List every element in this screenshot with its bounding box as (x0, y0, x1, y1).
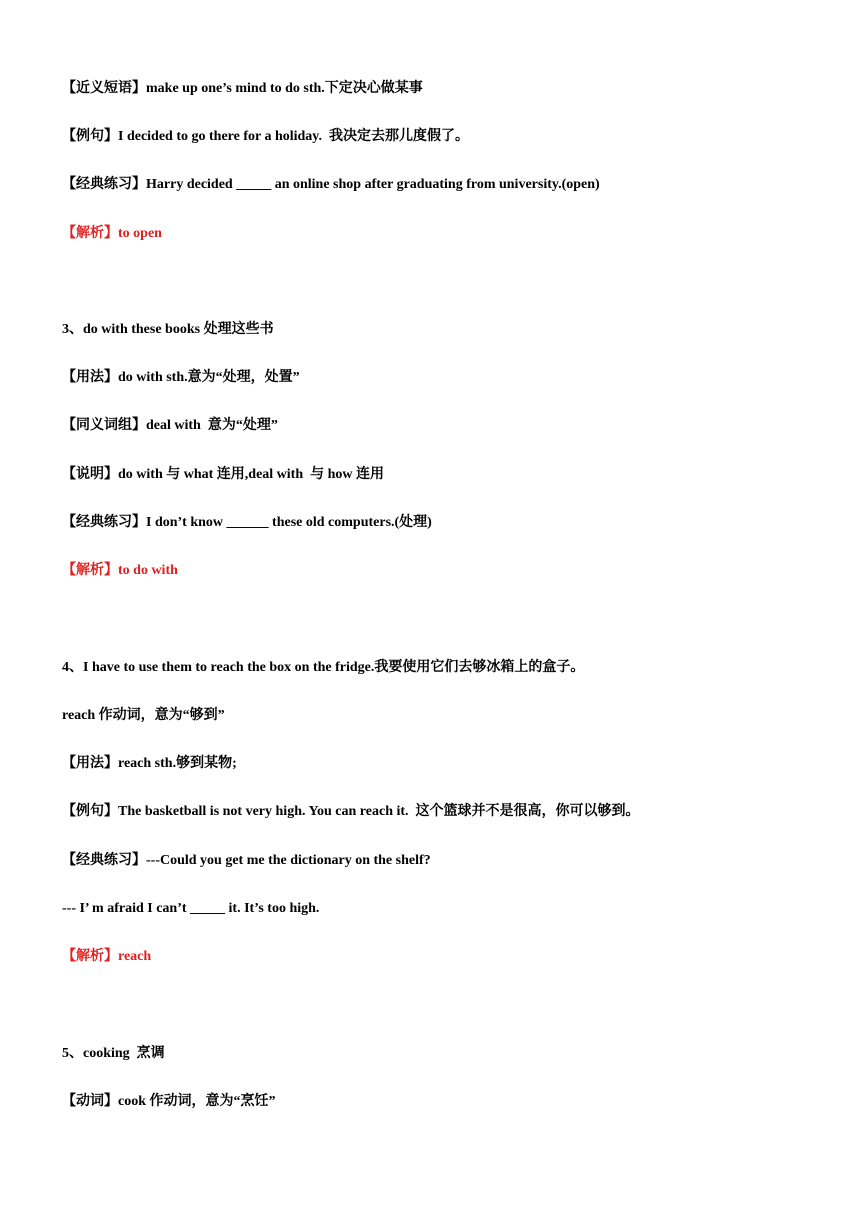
answer-line: 【解析】reach (62, 949, 152, 964)
definition-line: reach 作动词，意为“够到” (62, 708, 225, 723)
exercise-line: 【经典练习】---Could you get me the dictionary on the shelf? (62, 853, 431, 868)
synonym-phrase-line: 【近义短语】make up one’s mind to do sth.下定决心做某事 (62, 81, 423, 96)
section-heading-5: 5、cooking 烹调 (62, 1046, 165, 1061)
example-sentence-line: 【例句】The basketball is not very high. You can reach it. 这个篮球并不是很高，你可以够到。 (62, 804, 640, 819)
note-line: 【说明】do with 与 what 连用,deal with 与 how 连用 (62, 467, 385, 482)
usage-line: 【用法】do with sth.意为“处理，处置” (62, 370, 300, 385)
exercise-reply-line: --- I’ m afraid I can’t _____ it. It’s too high. (62, 901, 320, 916)
synonym-group-line: 【同义词组】deal with 意为“处理” (62, 418, 278, 433)
answer-line: 【解析】to open (62, 226, 162, 241)
section-heading-3: 3、do with these books 处理这些书 (62, 322, 274, 337)
answer-line: 【解析】to do with (62, 563, 178, 578)
example-sentence-line: 【例句】I decided to go there for a holiday. 我决定去那儿度假了。 (62, 129, 470, 144)
usage-line: 【用法】reach sth.够到某物; (62, 756, 237, 771)
verb-line: 【动词】cook 作动词，意为“烹饪” (62, 1094, 276, 1109)
exercise-line: 【经典练习】Harry decided _____ an online shop after graduating from university.(open) (62, 177, 600, 192)
section-heading-4: 4、I have to use them to reach the box on the fridge.我要使用它们去够冰箱上的盒子。 (62, 660, 585, 675)
exercise-line: 【经典练习】I don’t know ______ these old computers.(处理) (62, 515, 432, 530)
